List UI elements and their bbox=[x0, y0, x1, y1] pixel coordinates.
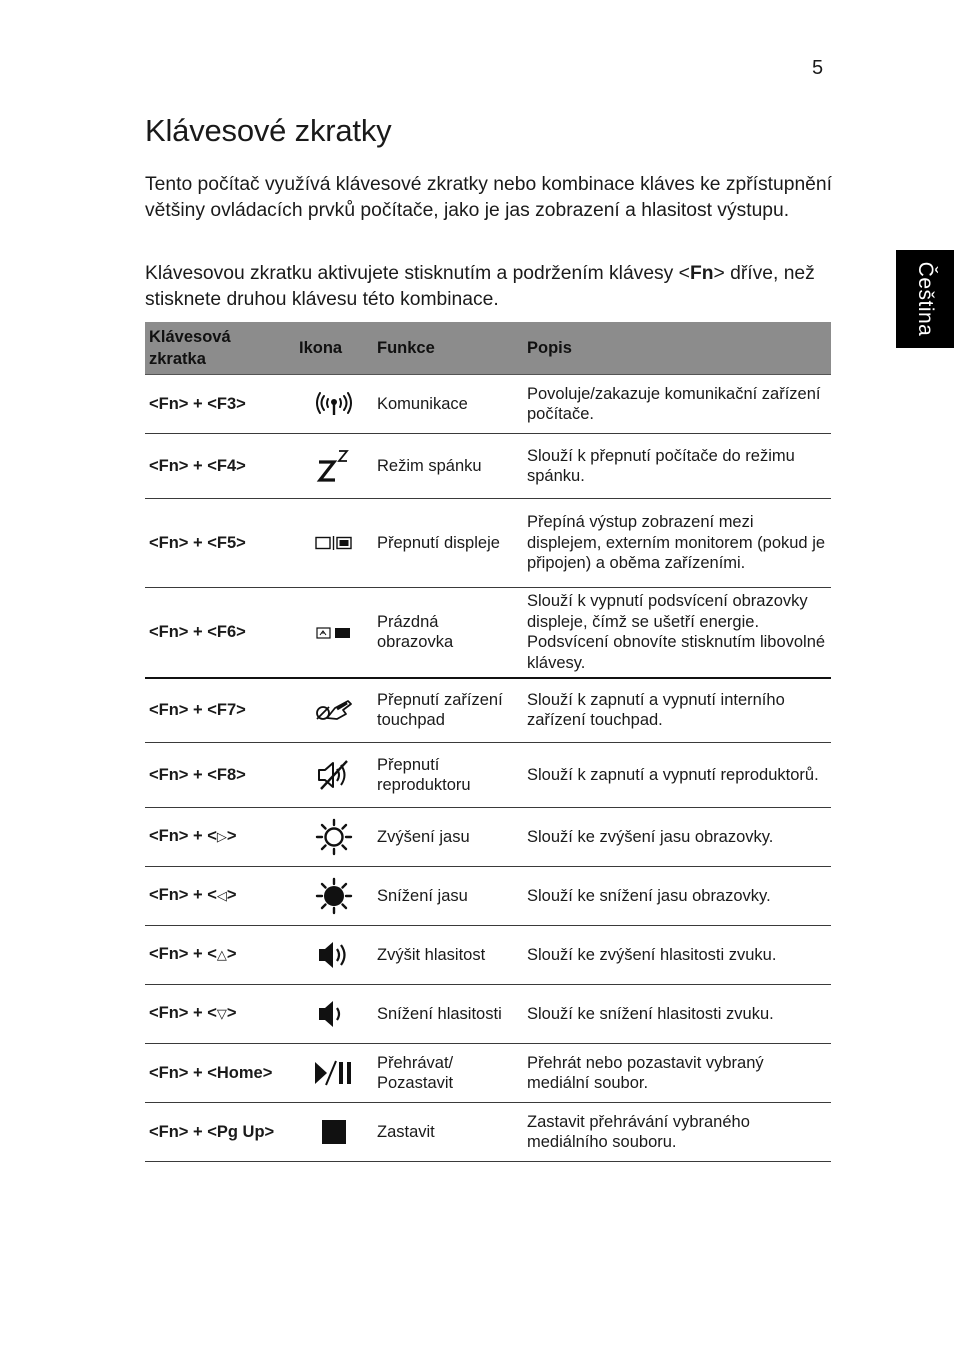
table-row bbox=[145, 1103, 831, 1162]
function-description: Slouží ke snížení hlasitosti zvuku. bbox=[523, 985, 831, 1044]
table-row bbox=[145, 743, 831, 808]
function-name: Prázdná obrazovka bbox=[373, 588, 523, 678]
page-number: 5 bbox=[812, 57, 824, 79]
function-description: Slouží ke snížení jasu obrazovky. bbox=[523, 867, 831, 926]
function-name: Zastavit bbox=[373, 1103, 523, 1162]
table-row bbox=[145, 375, 831, 434]
wireless-communication-icon bbox=[315, 390, 353, 418]
table-row bbox=[145, 867, 831, 926]
left-arrow-key-symbol: ◁ bbox=[216, 888, 227, 904]
intro-paragraph: Tento počítač využívá klávesové zkratky nebo kombinace kláves ke zpřístupnění většiny ovládacích prvků počítače, jako je jas zobrazení a hlasitost výstupu. bbox=[145, 174, 832, 221]
volume-down-icon bbox=[315, 997, 353, 1031]
shortcut-key bbox=[145, 926, 295, 985]
touchpad-toggle-icon bbox=[315, 697, 353, 723]
instruction-text-after: > dříve, než stisknete druhou klávesu této kombinace. bbox=[145, 263, 815, 310]
header-icon: Ikona bbox=[295, 322, 373, 375]
function-name: Přepnutí zařízení touchpad bbox=[373, 678, 523, 743]
table-header-row bbox=[145, 322, 831, 375]
display-toggle-icon bbox=[315, 535, 353, 551]
header-shortcut: Klávesová zkratka bbox=[145, 322, 295, 375]
instruction-paragraph bbox=[145, 261, 835, 312]
key-prefix: <Fn> + < bbox=[149, 826, 217, 845]
function-description: Slouží k přepnutí počítače do režimu spánku. bbox=[523, 434, 831, 499]
key-suffix: > bbox=[226, 885, 237, 904]
fn-key: Fn bbox=[689, 263, 714, 284]
function-name: Přehrávat/ Pozastavit bbox=[373, 1044, 523, 1103]
table-row bbox=[145, 499, 831, 588]
instruction-text-before: Klávesovou zkratku aktivujete stisknutím a podržením klávesy < bbox=[145, 263, 690, 284]
function-description: Zastavit přehrávání vybraného mediálního souboru. bbox=[523, 1103, 831, 1162]
shortcut-key: <Fn> + <F4> bbox=[145, 434, 295, 499]
function-description: Přepíná výstup zobrazení mezi displejem, externím monitorem (pokud je připojen) a oběma zařízeními. bbox=[523, 499, 831, 588]
table-row bbox=[145, 588, 831, 678]
shortcut-key bbox=[145, 867, 295, 926]
function-name: Komunikace bbox=[373, 375, 523, 434]
function-description: Povoluje/zakazuje komunikační zařízení počítače. bbox=[523, 375, 831, 434]
shortcut-key: <Fn> + <Home> bbox=[145, 1044, 295, 1103]
function-name: Zvýšení jasu bbox=[373, 808, 523, 867]
function-name: Přepnutí displeje bbox=[373, 499, 523, 588]
function-description: Slouží k zapnutí a vypnutí reproduktorů. bbox=[523, 743, 831, 808]
function-description: Slouží ke zvýšení jasu obrazovky. bbox=[523, 808, 831, 867]
shortcut-key: <Fn> + <F3> bbox=[145, 375, 295, 434]
key-suffix: > bbox=[226, 944, 237, 963]
function-name: Přepnutí reproduktoru bbox=[373, 743, 523, 808]
play-pause-icon bbox=[313, 1059, 355, 1087]
function-description: Slouží ke zvýšení hlasitosti zvuku. bbox=[523, 926, 831, 985]
key-suffix: > bbox=[226, 826, 237, 845]
function-description: Slouží k vypnutí podsvícení obrazovky displeje, čímž se ušetří energie. Podsvícení obnovíte stisknutím libovolné klávesy. bbox=[523, 588, 831, 678]
volume-up-icon bbox=[315, 938, 353, 972]
table-row bbox=[145, 1044, 831, 1103]
down-arrow-key-symbol: ▽ bbox=[216, 1006, 227, 1022]
language-tab-label: Čeština bbox=[914, 261, 937, 337]
table-row bbox=[145, 678, 831, 743]
header-description: Popis bbox=[523, 322, 831, 375]
table-row bbox=[145, 808, 831, 867]
key-prefix: <Fn> + < bbox=[149, 885, 217, 904]
function-name: Snížení hlasitosti bbox=[373, 985, 523, 1044]
brightness-down-icon bbox=[315, 877, 353, 915]
function-name: Režim spánku bbox=[373, 434, 523, 499]
sleep-zz-icon bbox=[316, 448, 352, 484]
stop-icon bbox=[321, 1119, 347, 1145]
function-name: Zvýšit hlasitost bbox=[373, 926, 523, 985]
shortcuts-table bbox=[145, 322, 831, 1162]
up-arrow-key-symbol: △ bbox=[216, 947, 227, 963]
function-description: Přehrát nebo pozastavit vybraný mediální soubor. bbox=[523, 1044, 831, 1103]
shortcut-key: <Fn> + <F8> bbox=[145, 743, 295, 808]
header-function: Funkce bbox=[373, 322, 523, 375]
shortcut-key: <Fn> + <F6> bbox=[145, 588, 295, 678]
shortcut-key bbox=[145, 985, 295, 1044]
table-row bbox=[145, 926, 831, 985]
key-suffix: > bbox=[226, 1003, 237, 1022]
shortcut-key: <Fn> + <F7> bbox=[145, 678, 295, 743]
table-row bbox=[145, 985, 831, 1044]
screen-blank-icon bbox=[315, 626, 353, 640]
table-row bbox=[145, 434, 831, 499]
brightness-up-icon bbox=[315, 818, 353, 856]
shortcut-key bbox=[145, 808, 295, 867]
speaker-mute-icon bbox=[315, 759, 353, 791]
shortcut-key: <Fn> + <F5> bbox=[145, 499, 295, 588]
language-tab bbox=[896, 250, 954, 348]
function-name: Snížení jasu bbox=[373, 867, 523, 926]
key-prefix: <Fn> + < bbox=[149, 1003, 217, 1022]
key-prefix: <Fn> + < bbox=[149, 944, 217, 963]
function-description: Slouží k zapnutí a vypnutí interního zařízení touchpad. bbox=[523, 678, 831, 743]
shortcut-key: <Fn> + <Pg Up> bbox=[145, 1103, 295, 1162]
page-title: Klávesové zkratky bbox=[145, 113, 392, 148]
right-arrow-key-symbol: ▷ bbox=[216, 829, 227, 845]
